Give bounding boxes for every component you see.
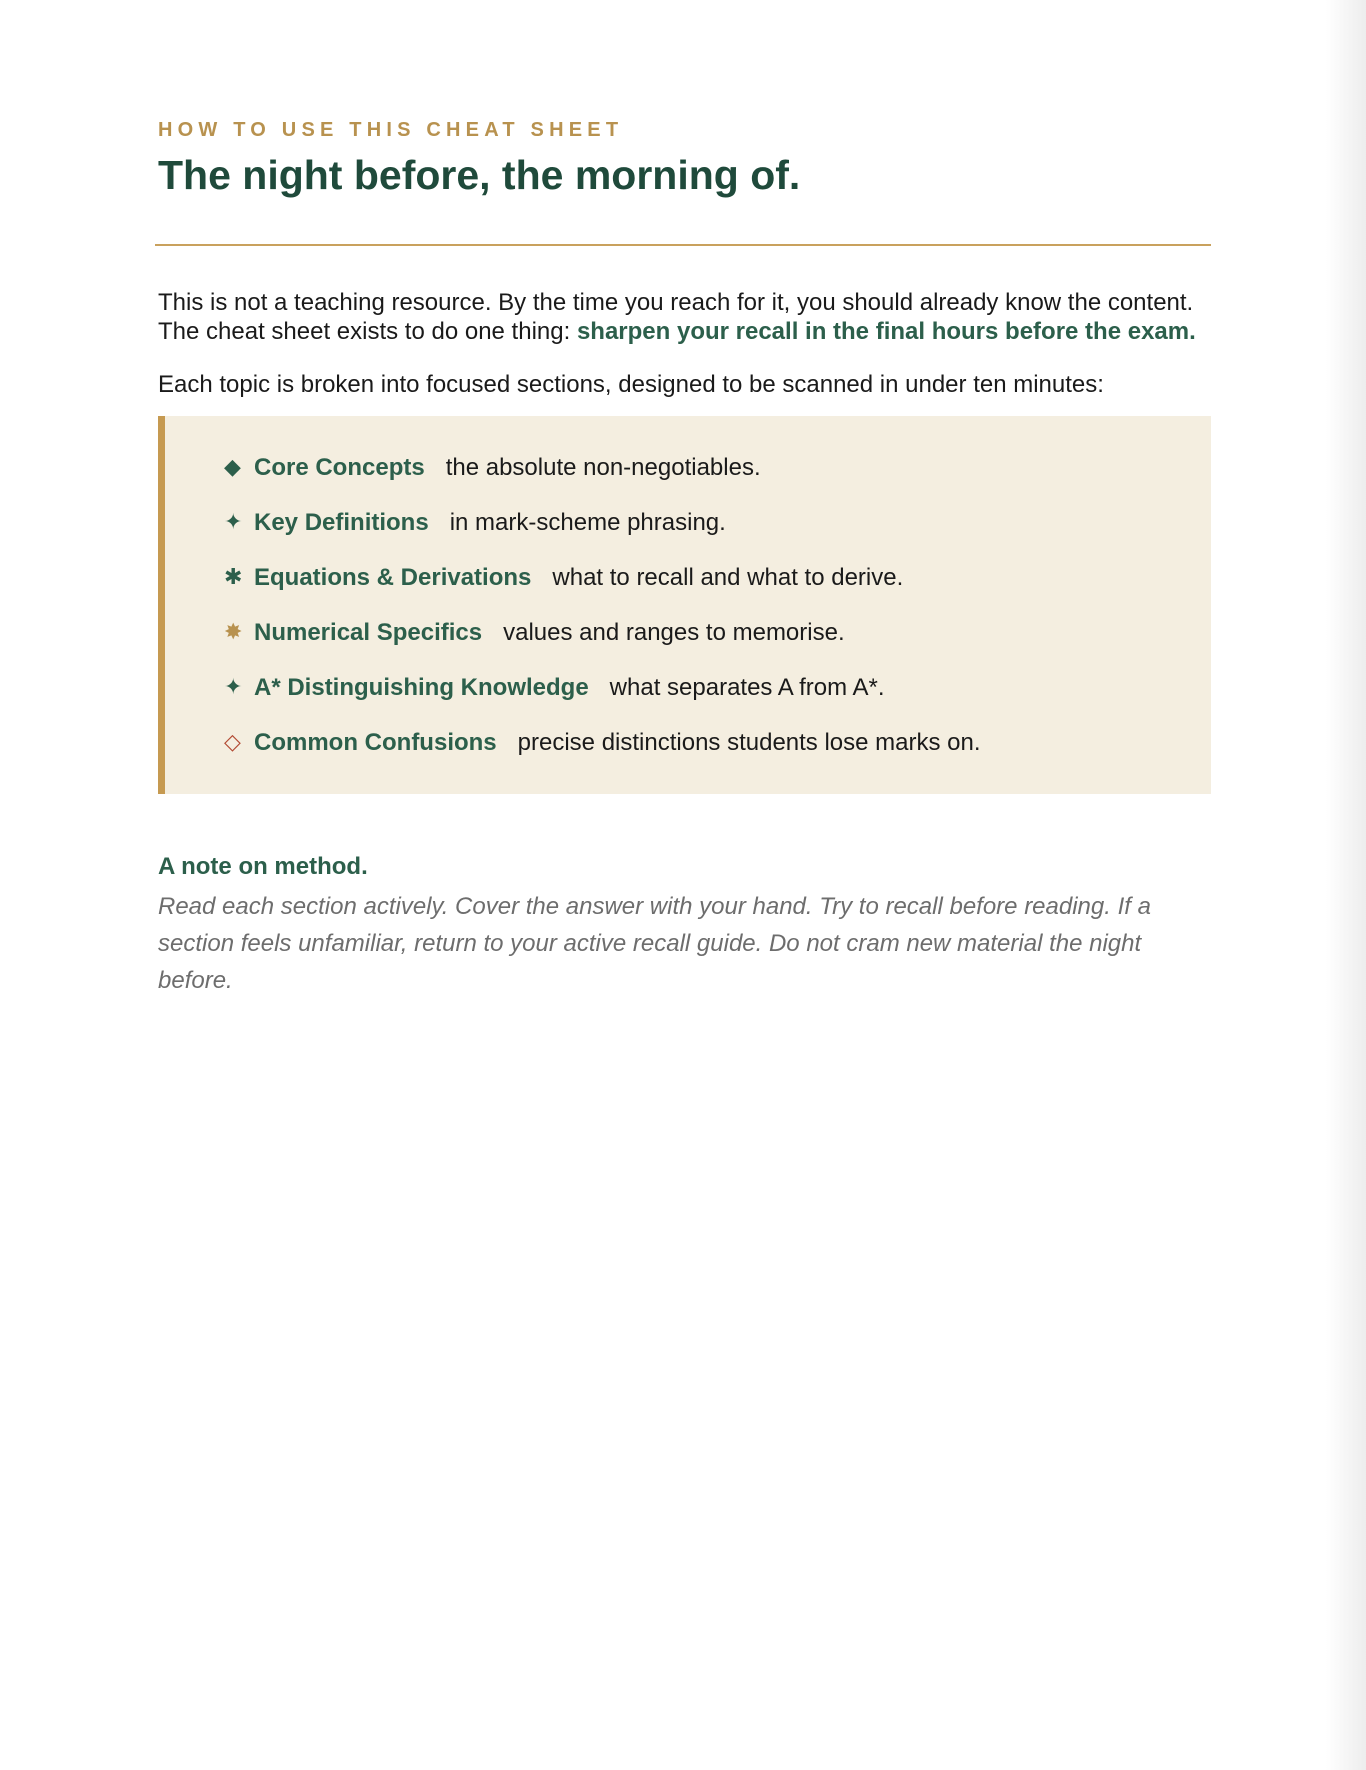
section-eyebrow: HOW TO USE THIS CHEAT SHEET (158, 119, 624, 141)
outline-diamond-icon: ◇ (224, 730, 241, 755)
cheat-sheet-page (158, 0, 1211, 999)
sections-box (158, 416, 1211, 794)
section-item-desc: what separates A from A*. (609, 673, 885, 701)
section-item-desc: precise distinctions students lose marks on. (517, 728, 981, 756)
method-note-body: Read each section actively. Cover the answer with your hand. Try to recall before reading. If a section feels unfamiliar, return to your active recall guide. Do not cram new material the night before. (158, 893, 1151, 994)
section-item-distinguishing-knowledge (224, 660, 981, 715)
sections-box-accent-bar (158, 416, 165, 794)
intro-highlight: sharpen your recall in the final hours before the exam. (576, 318, 1196, 345)
section-item-label: Key Definitions (254, 508, 429, 536)
section-item-desc: what to recall and what to derive. (552, 563, 904, 591)
title-divider (155, 244, 1211, 246)
diamond-icon: ◆ (224, 455, 241, 480)
sections-list (224, 440, 981, 770)
section-item-desc: values and ranges to memorise. (503, 618, 845, 646)
intro-text: This is not a teaching resource. By the time you reach for it, you should already know the content. The cheat sheet exists to do one thing: (158, 289, 1194, 345)
section-item-desc: the absolute non-negotiables. (445, 453, 761, 481)
four-point-star-icon: ✦ (224, 510, 243, 535)
four-point-star-icon: ✦ (224, 675, 243, 700)
asterisk-icon: ✱ (224, 565, 243, 590)
section-item-core-concepts (224, 440, 981, 495)
section-item-common-confusions (224, 715, 981, 770)
section-item-label: A* Distinguishing Knowledge (254, 673, 589, 701)
section-item-label: Equations & Derivations (254, 563, 532, 591)
section-item-equations (224, 550, 981, 605)
sections-lead: Each topic is broken into focused sections, designed to be scanned in under ten minutes: (158, 371, 1104, 398)
section-item-label: Numerical Specifics (254, 618, 483, 646)
method-note-heading: A note on method. (158, 853, 368, 880)
section-item-key-definitions (224, 495, 981, 550)
intro-paragraph (158, 288, 1211, 346)
page-edge-shadow (1326, 0, 1366, 1770)
page-title: The night before, the morning of. (158, 152, 801, 198)
starburst-icon: ✸ (224, 620, 243, 645)
section-item-label: Common Confusions (254, 728, 497, 756)
section-item-numerical-specifics (224, 605, 981, 660)
section-item-label: Core Concepts (254, 453, 425, 481)
section-item-desc: in mark-scheme phrasing. (449, 508, 726, 536)
